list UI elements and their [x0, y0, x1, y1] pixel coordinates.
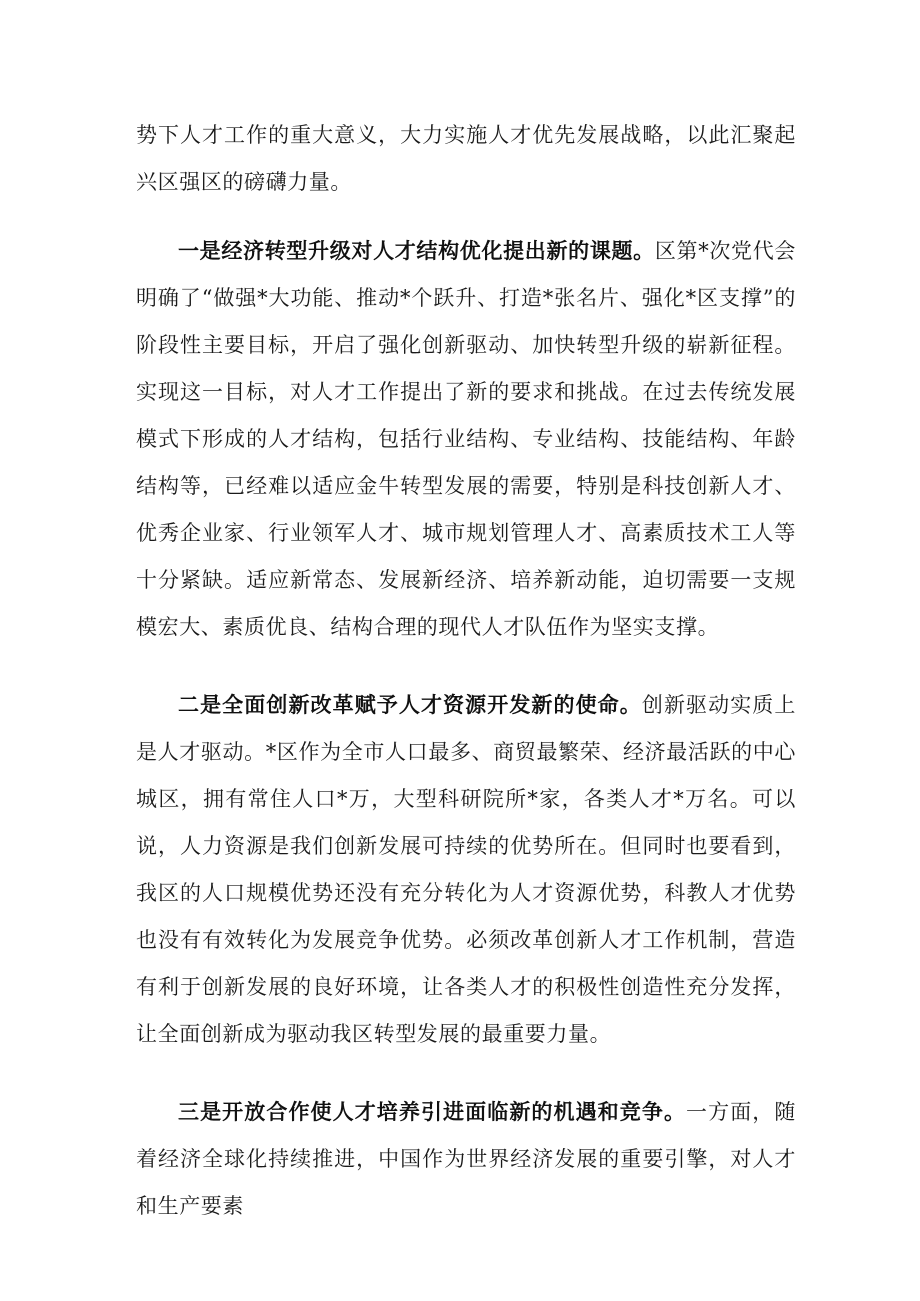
paragraph-continuation — [136, 112, 796, 206]
paragraph-lead: 二是全面创新改革赋予人才资源开发新的使命。 — [178, 693, 642, 717]
paragraph-body: 一方面，随着经济全球化持续推进，中国作为世界经济发展的重要引擎，对人才和生产要素 — [136, 1100, 797, 1218]
paragraph-body: 势下人才工作的重大意义，大力实施人才优先发展战略，以此汇聚起兴区强区的磅礴力量。 — [136, 123, 796, 194]
paragraph-open-cooperation — [136, 1089, 796, 1230]
paragraph-lead: 三是开放合作使人才培养引进面临新的机遇和竞争。 — [178, 1100, 687, 1124]
paragraph-body: 创新驱动实质上是人才驱动。*区作为全市人口最多、商贸最繁荣、经济最活跃的中心城区，拥有常住人口*万，大型科研院所*家，各类人才*万名。可以说，人力资源是我们创新发展可持续的优势所在。但同时也要看到，我区的人口规模优势还没有充分转化为人才资源优势，科教人才优势也没有有效转化为发展竞争优势。必须改革创新人才工作机制，营造有利于创新发展的良好环境，让各类人才的积极性创造性充分发挥，让全面创新成为驱动我区转型发展的最重要力量。 — [136, 693, 796, 1046]
paragraph-lead: 一是经济转型升级对人才结构优化提出新的课题。 — [178, 239, 655, 263]
paragraph-body: 区第*次党代会明确了“做强*大功能、推动*个跃升、打造*张名片、强化*区支撑”的阶段性主要目标，开启了强化创新驱动、加快转型升级的崭新征程。实现这一目标，对人才工作提出了新的要求和挑战。在过去传统发展模式下形成的人才结构，包括行业结构、专业结构、技能结构、年龄结构等，已经难以适应金牛转型发展的需要，特别是科技创新人才、优秀企业家、行业领军人才、城市规划管理人才、高素质技术工人等十分紧缺。适应新常态、发展新经济、培养新动能，迫切需要一支规模宏大、素质优良、结构合理的现代人才队伍作为坚实支撑。 — [136, 239, 796, 639]
paragraph-economic-transformation — [136, 228, 796, 651]
paragraph-innovation-reform — [136, 682, 796, 1058]
